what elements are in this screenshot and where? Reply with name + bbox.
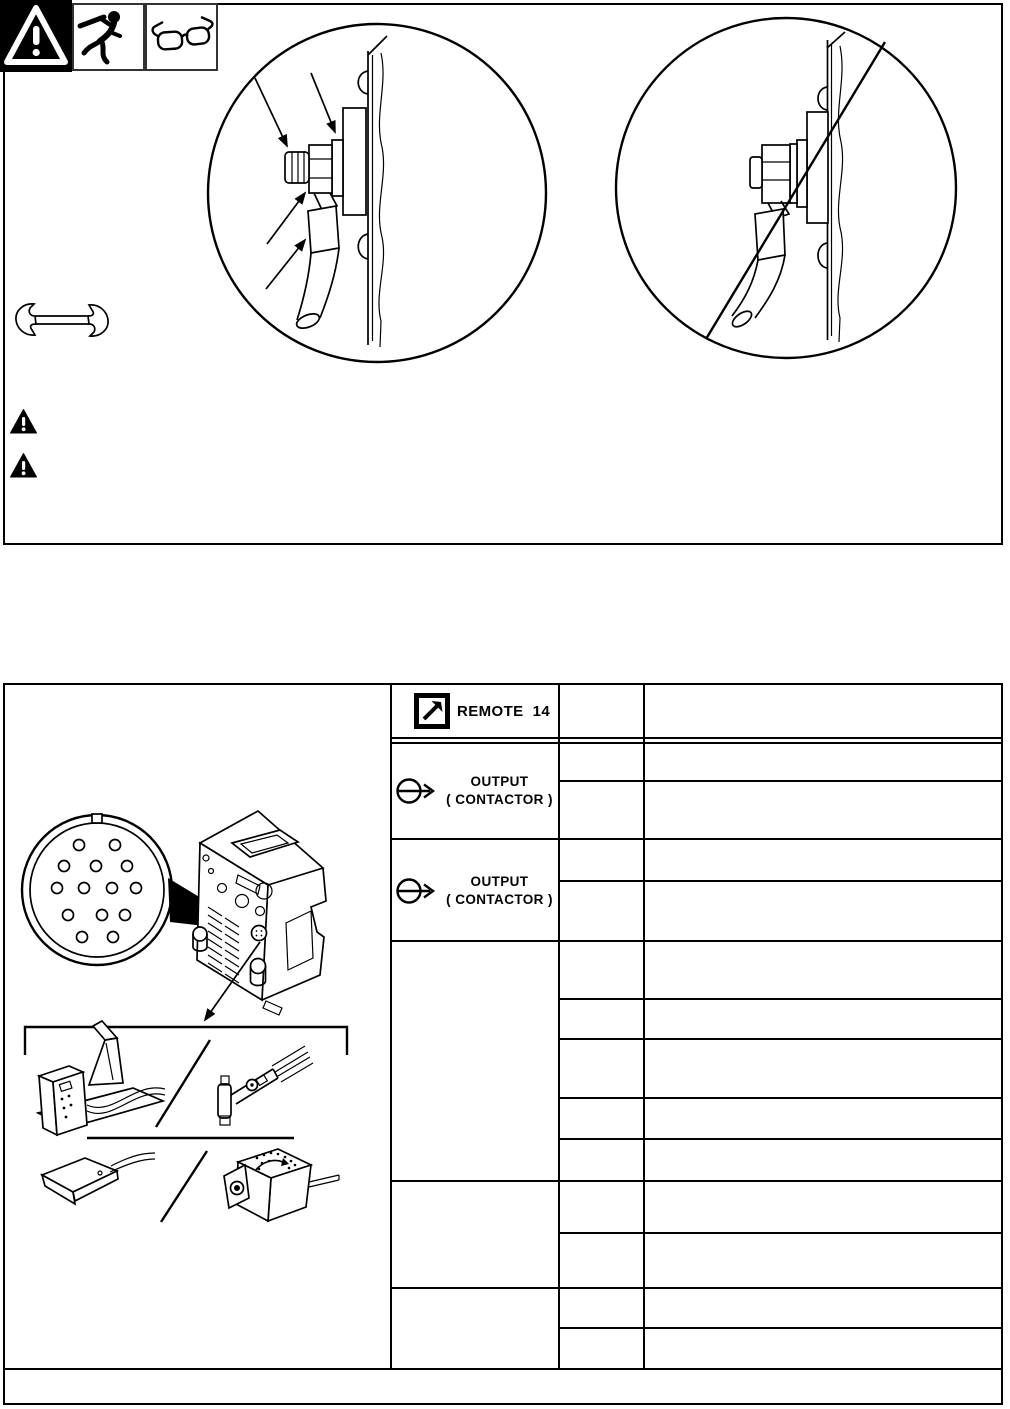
prohibited-slash	[706, 42, 885, 339]
table-gridline	[558, 1097, 1001, 1099]
output-label: OUTPUT	[470, 773, 529, 789]
remote-label: REMOTE	[457, 702, 524, 720]
electric-shock-icon	[74, 5, 143, 69]
contactor-label: ( CONTACTOR )	[446, 792, 553, 807]
contactor-label: ( CONTACTOR )	[446, 892, 553, 907]
wrench-icon	[14, 303, 110, 337]
foot-control-drawing	[42, 1153, 155, 1204]
table-gridline	[390, 1287, 1001, 1289]
table-gridline	[558, 998, 1001, 1000]
table-gridline	[558, 780, 1001, 782]
terminal-connection-incorrect-figure	[613, 10, 960, 366]
power-source-drawing	[193, 811, 326, 1015]
terminal-connection-correct-figure	[205, 15, 550, 370]
table-note-row	[5, 1370, 1001, 1403]
row-label-output-contactor	[390, 842, 558, 940]
table-gridline	[390, 940, 1001, 942]
table-gridline	[643, 685, 645, 1368]
table-gridline	[558, 880, 1001, 882]
warning-triangle-icon	[9, 452, 38, 479]
wire-feeder-remote-drawing	[38, 1021, 165, 1135]
remote14-section-frame	[3, 683, 1003, 1405]
remote14-diagram	[5, 685, 390, 1368]
table-gridline	[390, 838, 1001, 840]
connector-14pin-detail	[22, 814, 172, 965]
torch-remote-drawing	[218, 1046, 313, 1125]
row-label-output-contactor	[390, 744, 558, 838]
table-gridline	[558, 1038, 1001, 1040]
output-contactor-icon	[395, 776, 439, 806]
output-contactor-icon	[395, 876, 439, 906]
electric-shock-hazard-box	[72, 3, 145, 71]
foot-switch-drawing	[224, 1149, 339, 1221]
device-group-bracket	[25, 1027, 347, 1055]
warning-triangle-icon	[0, 0, 72, 72]
table-gridline	[390, 1180, 1001, 1182]
table-gridline	[390, 737, 1001, 739]
warning-badge	[0, 0, 72, 72]
output-label: OUTPUT	[470, 873, 529, 889]
remote-number: 14	[532, 702, 551, 720]
remote-receptacle-on-panel	[252, 926, 267, 941]
warning-triangle-icon	[9, 408, 38, 435]
table-gridline	[558, 1232, 1001, 1234]
remote-receptacle-icon	[414, 693, 450, 729]
table-gridline	[558, 685, 560, 1368]
or-slash	[161, 1151, 207, 1222]
table-header-remote14	[390, 685, 558, 737]
table-gridline	[558, 1138, 1001, 1140]
table-gridline	[558, 1327, 1001, 1329]
or-slash	[156, 1040, 210, 1127]
